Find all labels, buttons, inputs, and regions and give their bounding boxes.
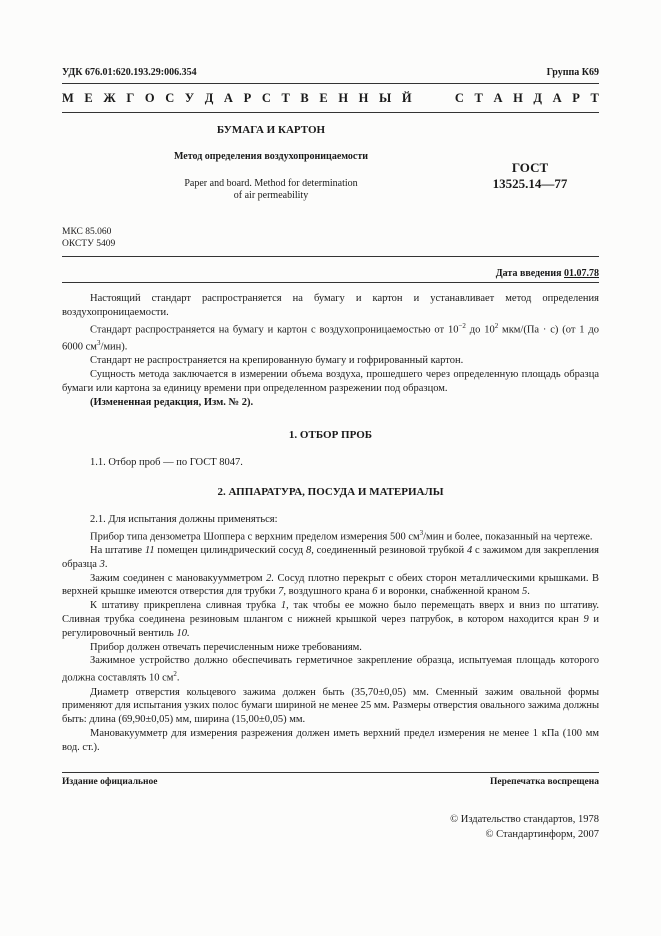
banner-letter: М bbox=[62, 91, 74, 105]
paragraph: Диаметр отверстия кольцевого зажима должен быть (35,70±0,05) мм. Сменный зажим овальной формы применяют для испытания узких полос бумаги шириной не менее 25 мм. Размеры отверстия овального зажима должны быть: длина (69,90±0,05) мм, ширина (15,00±0,05) мм. bbox=[62, 686, 599, 726]
mks-code: МКС 85.060 bbox=[62, 227, 112, 237]
banner-letter: А bbox=[493, 91, 503, 105]
section-heading: 1. ОТБОР ПРОБ bbox=[288, 429, 373, 441]
group-code: Группа К69 bbox=[546, 67, 599, 78]
banner-letter: С bbox=[261, 91, 271, 105]
document-title: БУМАГА И КАРТОН bbox=[216, 124, 326, 136]
paragraph: 1.1. Отбор проб — по ГОСТ 8047. bbox=[90, 457, 243, 468]
banner-letter: Е bbox=[84, 91, 93, 105]
paragraph: Зажимное устройство должно обеспечивать герметичное закрепление образца, испытуемая площадь которого должна составлять 10 $см^2$. bbox=[62, 655, 599, 684]
banner-letter: Д bbox=[204, 91, 214, 105]
english-title-line: Paper and board. Method for determination bbox=[184, 178, 358, 189]
banner-letter: С bbox=[454, 91, 464, 105]
official-edition-label: Издание официальное bbox=[62, 777, 158, 787]
paragraph: Прибор должен отвечать перечисленным ниже требованиям. bbox=[90, 641, 362, 653]
banner-letter: Т bbox=[281, 91, 290, 105]
section-1 bbox=[62, 456, 599, 470]
banner-letter: Т bbox=[590, 91, 599, 105]
section-heading: 2. АППАРАТУРА, ПОСУДА И МАТЕРИАЛЫ bbox=[217, 486, 444, 498]
banner-letter: С bbox=[165, 91, 175, 105]
banner-letter: Й bbox=[401, 91, 412, 105]
divider bbox=[62, 256, 599, 257]
banner-letter: Д bbox=[533, 91, 543, 105]
english-title bbox=[62, 178, 480, 202]
banner-letter: О bbox=[144, 91, 155, 105]
copyright-block bbox=[450, 812, 599, 842]
paragraph: Стандарт распространяется на бумагу и картон с воздухопроницаемостью от $10^{-2}$ до $10^2$ мкм/(Па · с) (от 1 до 6000 $см^3/мин$). bbox=[62, 321, 599, 353]
banner-gap bbox=[422, 91, 444, 106]
paragraph: 2.1. Для испытания должны применяться: bbox=[90, 514, 278, 525]
divider bbox=[62, 772, 599, 773]
classification-codes bbox=[62, 226, 115, 250]
banner-letter: Ы bbox=[379, 91, 392, 105]
divider bbox=[62, 83, 599, 84]
banner-letter: Р bbox=[572, 91, 580, 105]
gost-code: 13525.14—77 bbox=[492, 176, 568, 191]
banner-letter: Р bbox=[243, 91, 252, 105]
copyright-line: © Стандартинформ, 2007 bbox=[485, 829, 599, 840]
copyright-line: © Издательство стандартов, 1978 bbox=[450, 814, 599, 825]
gost-label: ГОСТ bbox=[511, 160, 549, 175]
intro-section bbox=[62, 292, 599, 409]
date-label: Дата введения bbox=[495, 268, 562, 279]
interstate-standard-banner bbox=[62, 91, 599, 106]
banner-letter: А bbox=[223, 91, 233, 105]
okstu-code: ОКСТУ 5409 bbox=[62, 239, 116, 249]
date-value: 01.07.78 bbox=[564, 268, 599, 279]
banner-letter: Н bbox=[513, 91, 523, 105]
udk-code: УДК 676.01:620.193.29:006.354 bbox=[62, 67, 197, 78]
amendment-note: (Измененная редакция, Изм. № 2). bbox=[90, 396, 254, 408]
banner-letter: У bbox=[184, 91, 195, 105]
banner-letter: Н bbox=[358, 91, 369, 105]
paragraph: Настоящий стандарт распространяется на бумагу и картон и устанавливает метод определения воздухопроницаемости. bbox=[62, 293, 599, 318]
banner-letter: А bbox=[552, 91, 562, 105]
divider bbox=[62, 282, 599, 283]
document-subtitle: Метод определения воздухопроницаемости bbox=[173, 151, 369, 162]
introduction-date bbox=[496, 268, 599, 279]
gost-number bbox=[480, 160, 580, 192]
paragraph: Мановакуумметр для измерения разрежения должен иметь верхний предел измерения не менее 1 кПа (100 мм вод. ст.). bbox=[62, 727, 599, 753]
paragraph: Зажим соединен с мановакуумметром 2. Сосуд плотно перекрыт с обеих сторон металлическими крышками. В верхней крышке имеются отверстия для трубки 7, воздушного крана 6 и воронки, снабженной краном 5. bbox=[62, 572, 599, 598]
reprint-prohibited-label: Перепечатка воспрещена bbox=[489, 777, 599, 787]
paragraph: Стандарт не распространяется на крепированную бумагу и гофрированный картон. bbox=[90, 355, 464, 367]
paragraph: К штативу прикреплена сливная трубка 1, так чтобы ее можно было перемещать вверх и вниз по штативу. Сливная трубка соединена резиновым шлангом с нижней крышкой через патрубок, в котором находится кран 9 и регулировочный вентиль 10. bbox=[62, 600, 600, 639]
banner-letter: Н bbox=[338, 91, 349, 105]
section-2 bbox=[62, 513, 599, 755]
banner-letter: Т bbox=[474, 91, 483, 105]
paragraph: Прибор типа дензометра Шоппера с верхним пределом измерения 500 $см^3$/мин и более, показанный на чертеже. bbox=[90, 528, 593, 543]
banner-letter: Г bbox=[126, 91, 135, 105]
banner-letter: Е bbox=[319, 91, 328, 105]
english-title-line: of air permeability bbox=[233, 190, 309, 201]
banner-letter: Ж bbox=[103, 91, 116, 105]
divider bbox=[62, 112, 599, 113]
banner-letter: В bbox=[300, 91, 309, 105]
paragraph: Сущность метода заключается в измерении объема воздуха, прошедшего через определенную площадь образца бумаги или картона за единицу времени при определенном разрежении под образцом. bbox=[62, 368, 599, 394]
paragraph: На штативе 11 помещен цилиндрический сосуд 8, соединенный резиновой трубкой 4 с зажимом для закрепления образца 3. bbox=[62, 545, 599, 570]
